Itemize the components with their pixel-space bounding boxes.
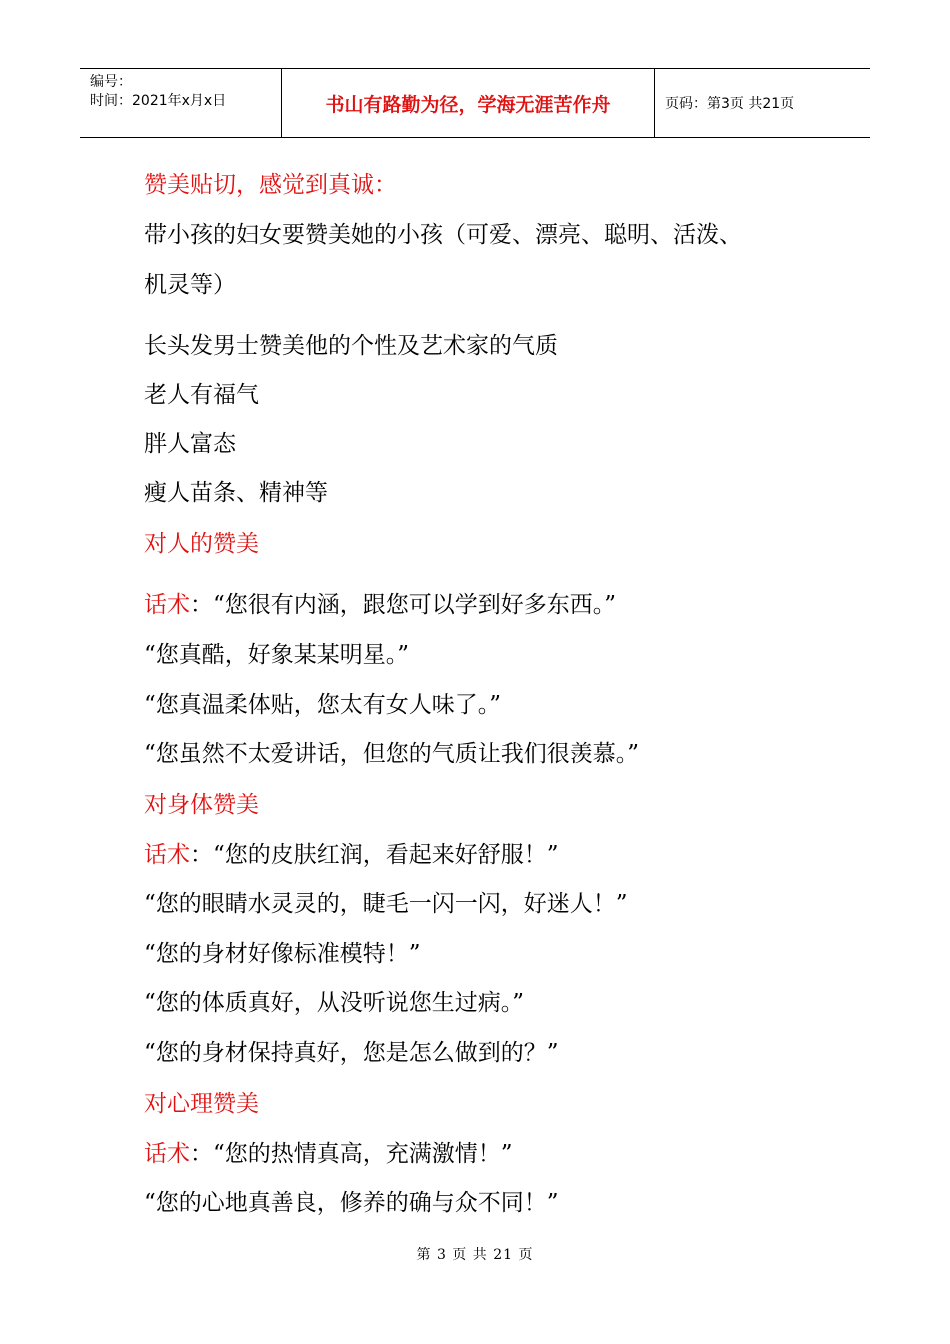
script-quote: “您的身材保持真好，您是怎么做到的？” — [144, 1040, 559, 1066]
list-item: 胖人富态 — [144, 431, 236, 457]
paragraph-line: 机灵等） — [144, 272, 236, 298]
script-quote: “您真温柔体贴，您太有女人味了。” — [144, 692, 502, 718]
section-heading-mind-praise: 对心理赞美 — [144, 1091, 259, 1117]
header-motto: 书山有路勤为径，学海无涯苦作舟 — [282, 69, 655, 137]
list-item: 长头发男士赞美他的个性及艺术家的气质 — [144, 333, 558, 359]
script-line — [144, 590, 616, 620]
script-quote: “您的心地真善良，修养的确与众不同！” — [144, 1190, 559, 1216]
header-page-info: 页码：第3页 共21页 — [665, 96, 795, 112]
script-label: 话术 — [144, 842, 190, 868]
list-item: 老人有福气 — [144, 382, 259, 408]
script-line — [144, 1139, 513, 1169]
number-label: 编号： — [90, 74, 132, 90]
paragraph-line: 带小孩的妇女要赞美她的小孩（可爱、漂亮、聪明、活泼、 — [144, 222, 742, 248]
date-label: 时间：2021年x月x日 — [90, 93, 227, 109]
header-meta — [80, 69, 282, 137]
script-quote: “您真酷，好象某某明星。” — [144, 642, 410, 668]
script-quote: ：“您的皮肤红润，看起来好舒服！” — [190, 842, 559, 868]
section-heading-body-praise: 对身体赞美 — [144, 792, 259, 818]
script-quote: “您虽然不太爱讲话，但您的气质让我们很羡慕。” — [144, 741, 640, 767]
script-label: 话术 — [144, 1141, 190, 1167]
page-footer: 第 3 页 共 21 页 — [416, 1247, 534, 1263]
section-heading-sincere-praise: 赞美贴切，感觉到真诚： — [144, 172, 397, 198]
script-quote: “您的眼睛水灵灵的，睫毛一闪一闪，好迷人！” — [144, 891, 628, 917]
script-quote: “您的身材好像标准模特！” — [144, 941, 421, 967]
section-heading-person-praise: 对人的赞美 — [144, 531, 259, 557]
script-quote: “您的体质真好，从没听说您生过病。” — [144, 990, 525, 1016]
script-line — [144, 840, 559, 870]
list-item: 瘦人苗条、精神等 — [144, 480, 328, 506]
script-label: 话术 — [144, 592, 190, 618]
header-table — [80, 68, 870, 138]
script-quote: ：“您的热情真高，充满激情！” — [190, 1141, 513, 1167]
script-quote: ：“您很有内涵，跟您可以学到好多东西。” — [190, 592, 617, 618]
